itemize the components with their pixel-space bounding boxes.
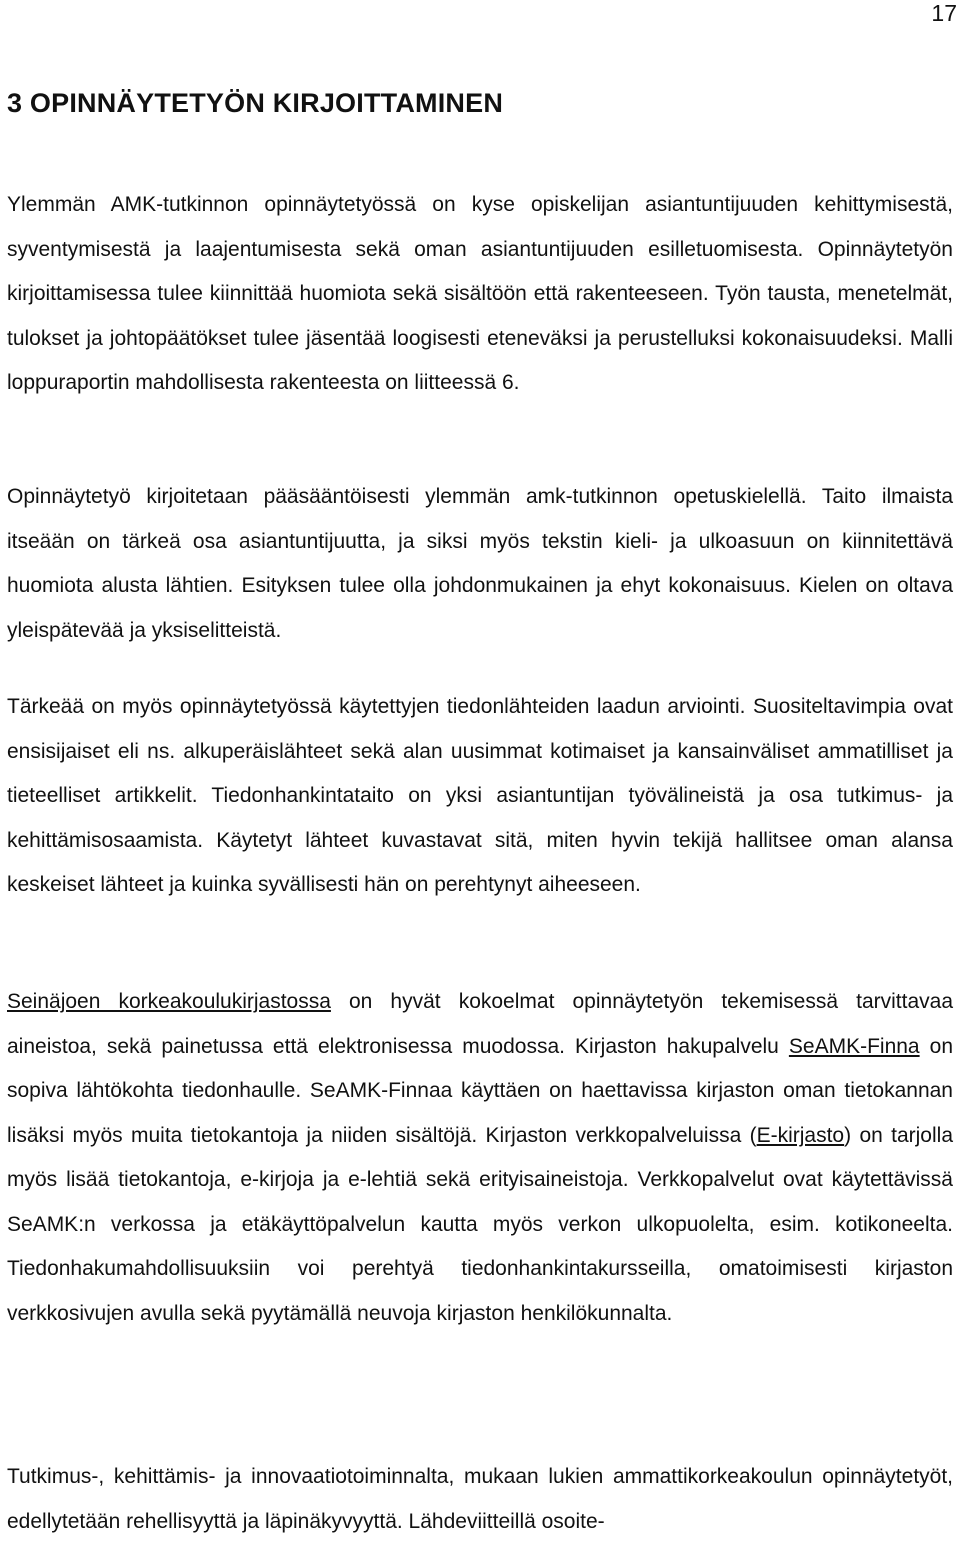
page-number: 17 (931, 0, 957, 26)
paragraph-research-integrity: Tutkimus-, kehittämis- ja innovaatiotoiminnalta, mukaan lukien ammattikorkeakoulun opinnäytetyöt, edellytetään rehellisyyttä ja läpinäkyvyyttä. Lähdeviitteillä osoite- (7, 1465, 953, 1533)
library-link[interactable]: Seinäjoen korkeakoulukirjastossa (7, 990, 331, 1013)
e-kirjasto-link[interactable]: E-kirjasto (756, 1123, 845, 1147)
paragraph-library (7, 980, 953, 1336)
paragraph-sources: Tärkeää on myös opinnäytetyössä käytettyjen tiedonlähteiden laadun arviointi. Suositeltavimpia ovat ensisijaiset eli ns. alkuperäislähteet sekä alan uusimmat kotimaiset ja kansainväliset ammatilliset ja tieteelliset artikkelit. Tiedonhankintataito on yksi asiantuntijan työvälineistä ja osa tutkimus- ja kehittämisosaamista. Käytetyt lähteet kuvastavat sitä, miten hyvin tekijä hallitsee oman alansa keskeiset lähteet ja kuinka syvällisesti hän on perehtynyt aiheeseen. (7, 695, 953, 896)
library-text-b: on sopiva lähtökohta tiedonhaulle. SeAMK-Finnaa käyttäen on haettavissa kirjaston oman tietokannan lisäksi myös muita tietokantoja ja niiden sisältöjä. Kirjaston verkkopalveluissa ( (7, 1034, 954, 1147)
library-text-c: ) on tarjolla myös lisää tietokantoja, e-kirjoja ja e-lehtiä sekä erityisaineistoja. Verkkopalvelut ovat käytettävissä SeAMK:n verkossa ja etäkäyttöpalvelun kautta myös verkon ulkopuolelta, esim. kotikoneelta. Tiedonhakumahdollisuuksiin voi perehtyä tiedonhankintakursseilla, omatoimisesti kirjaston verkkosivujen avulla sekä pyytämällä neuvoja kirjaston henkilökunnalta. (7, 1123, 953, 1325)
section-heading: 3 OPINNÄYTETYÖN KIRJOITTAMINEN (7, 88, 504, 118)
paragraph-language: Opinnäytetyö kirjoitetaan pääsääntöisesti ylemmän amk-tutkinnon opetuskielellä. Taito ilmaista itseään on tärkeä osa asiantuntijuutta, ja siksi myös tekstin kieli- ja ulkoasuun on kiinnitettävä huomiota alusta lähtien. Esityksen tulee olla johdonmukainen ja ehyt kokonaisuus. Kielen on oltava yleispätevää ja yksiselitteistä. (7, 485, 953, 642)
seamk-finna-link[interactable]: SeAMK-Finna (788, 1034, 920, 1058)
library-text-a: on hyvät kokoelmat opinnäytetyön tekemisessä tarvittavaa aineistoa, sekä painetussa että elektronisessa muodossa. Kirjaston hakupalvelu (7, 990, 953, 1058)
paragraph-thesis-expertise: Ylemmän AMK-tutkinnon opinnäytetyössä on kyse opiskelijan asiantuntijuuden kehittymisestä, syventymisestä ja laajentumisesta sekä oman asiantuntijuuden esilletuomisesta. Opinnäytetyön kirjoittamisessa tulee kiinnittää huomiota sekä sisältöön että rakenteeseen. Työn tausta, menetelmät, tulokset ja johtopäätökset tulee jäsentää loogisesti eteneväksi ja perustelluksi kokonaisuudeksi. Malli loppuraportin mahdollisesta rakenteesta on liitteessä 6. (7, 193, 953, 394)
